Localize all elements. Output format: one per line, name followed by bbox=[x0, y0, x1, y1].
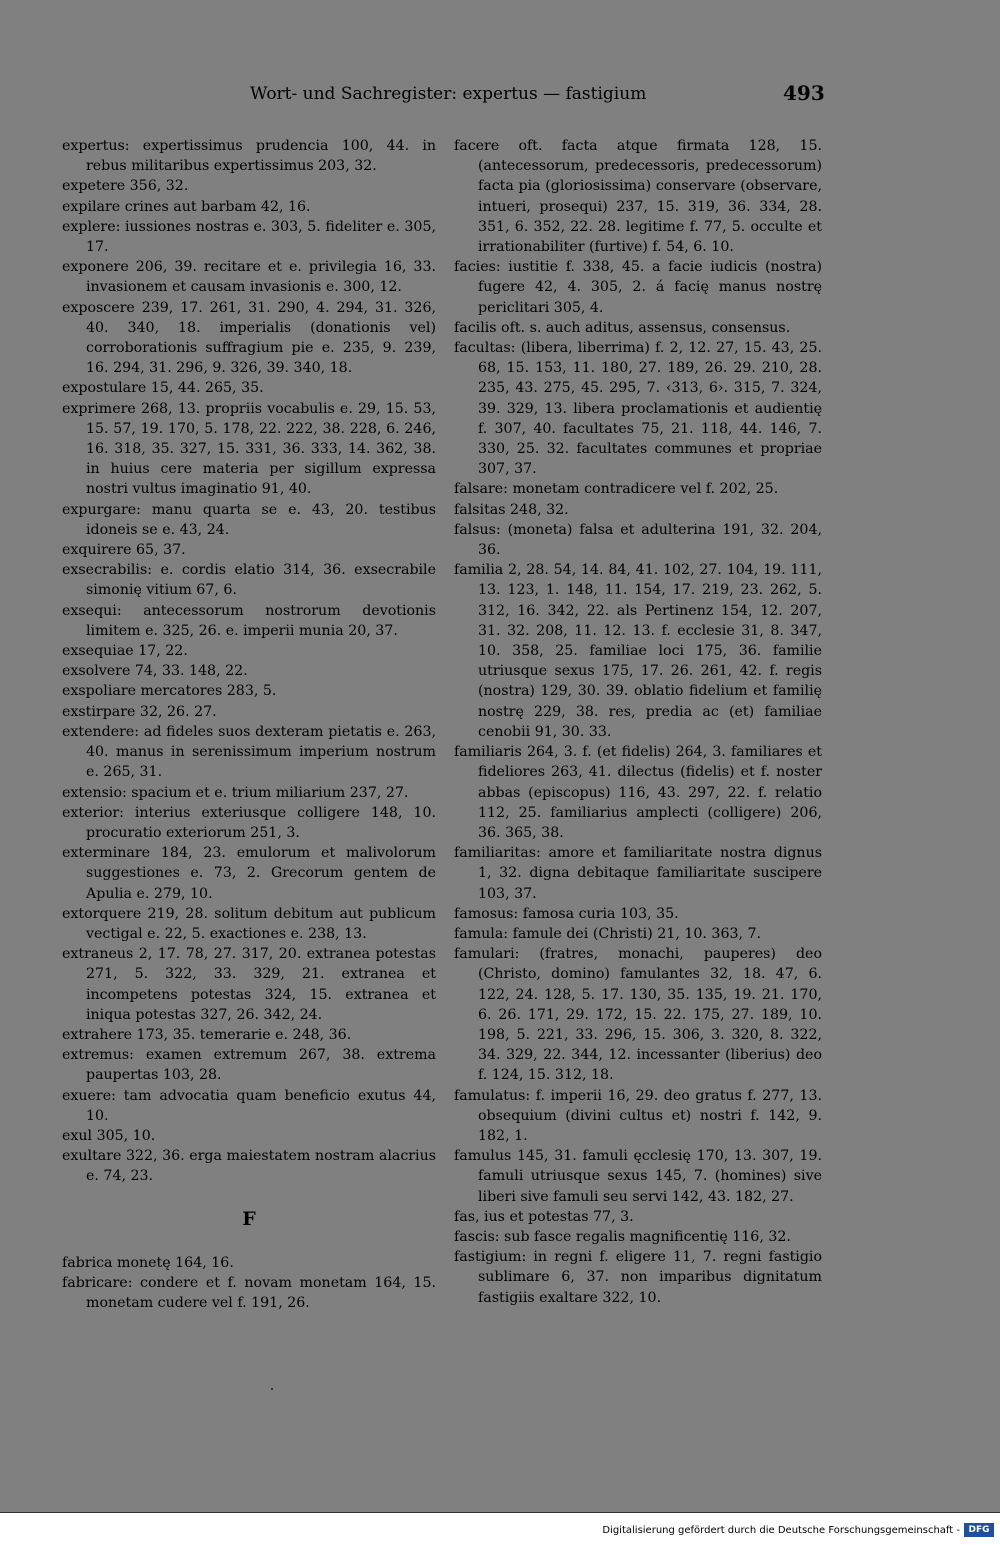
index-entry: facies: iustitie f. 338, 45. a facie iudicis (nostra) fugere 42, 4. 305, 2. á facię manus nostrę periclitari 305, 4. bbox=[454, 259, 822, 316]
scan-speck bbox=[271, 1388, 273, 1390]
index-entry: exquirere 65, 37. bbox=[62, 542, 186, 559]
index-entry: fabricare: condere et f. novam monetam 164, 15. monetam cudere vel f. 191, 26. bbox=[62, 1274, 436, 1312]
page-number: 493 bbox=[783, 81, 825, 105]
index-entry: exterminare 184, 23. emulorum et malivolorum suggestiones e. 73, 2. Grecorum gentem de Apulia e. 279, 10. bbox=[62, 845, 436, 902]
footer-bar bbox=[0, 1512, 1000, 1545]
index-entry: exul 305, 10. bbox=[62, 1127, 156, 1144]
index-entry: exuere: tam advocatia quam beneficio exutus 44, 10. bbox=[62, 1087, 436, 1124]
index-entry: famulus 145, 31. famuli ęcclesię 170, 13. 307, 19. famuli utriusque sexus 145, 7. (homines) sive liberi sive famuli seu servi 142, 43. 182, 27. bbox=[454, 1148, 822, 1205]
index-entry: exstirpare 32, 26. 27. bbox=[62, 703, 217, 720]
index-entry: exsequiae 17, 22. bbox=[62, 643, 188, 660]
index-entry: exponere 206, 39. recitare et e. privilegia 16, 33. invasionem et causam invasionis e. 300, 12. bbox=[62, 259, 436, 296]
index-entry: extendere: ad fideles suos dexteram pietatis e. 263, 40. manus in serenissimum imperium nostrum e. 265, 31. bbox=[62, 723, 436, 781]
index-entry: famosus: famosa curia 103, 35. bbox=[454, 905, 679, 922]
index-entry: facultas: (libera, liberrima) f. 2, 12. 27, 15. 43, 25. 68, 15. 153, 11. 180, 27. 189, 26. 29. 210, 28. 235, 43. 275, 45. 295, 7. ‹313, 6›. 315, 7. 324, 39. 329, 13. libera proclamationis et audientię f. 307, 40. facultates 75, 21. 118, 44. 146, 7. 330, 25. 32. facultates communes et propriae 307, 37. bbox=[454, 340, 822, 478]
index-entry: fastigium: in regni f. eligere 11, 7. regni fastigio sublimare 6, 37. non imparibus dignitatum fastigiis exaltare 322, 10. bbox=[454, 1249, 822, 1306]
index-entry: extremus: examen extremum 267, 38. extrema paupertas 103, 28. bbox=[62, 1047, 436, 1084]
index-entry: exsolvere 74, 33. 148, 22. bbox=[62, 663, 248, 680]
index-entry: exsequi: antecessorum nostrorum devotionis limitem e. 325, 26. e. imperii munia 20, 37. bbox=[62, 602, 436, 639]
index-entry: exsecrabilis: e. cordis elatio 314, 36. exsecrabile simonię vitium 67, 6. bbox=[62, 562, 436, 599]
index-entry: extorquere 219, 28. solitum debitum aut publicum vectigal e. 22, 5. exactiones e. 238, 13. bbox=[62, 905, 436, 942]
index-entry: fas, ius et potestas 77, 3. bbox=[454, 1208, 634, 1225]
index-entry: exspoliare mercatores 283, 5. bbox=[62, 683, 277, 700]
index-entry: exprimere 268, 13. propriis vocabulis e. 29, 15. 53, 15. 57, 19. 170, 5. 178, 22. 222, 38. 228, 6. 246, 16. 318, 35. 327, 15. 331, 36. 333, 14. 362, 38. in huius cere materia per sigillum expressa nostri vultus imaginatio 91, 40. bbox=[62, 400, 436, 498]
index-entry: expilare crines aut barbam 42, 16. bbox=[62, 198, 311, 215]
index-entry: expostulare 15, 44. 265, 35. bbox=[62, 380, 264, 397]
right-entries bbox=[454, 136, 822, 1308]
left-column bbox=[62, 136, 436, 1313]
index-entry: falsus: (moneta) falsa et adulterina 191, 32. 204, 36. bbox=[454, 521, 822, 559]
index-entry: familia 2, 28. 54, 14. 84, 41. 102, 27. 104, 19. 111, 13. 123, 1. 148, 11. 154, 17. 219, 23. 262, 5. 312, 16. 342, 22. als Pertinenz 154, 12. 207, 31. 32. 208, 11. 12. 13. f. ecclesie 31, 8. 347, 10. 358, 25. familiae loci 175, 36. familie utriusque sexus 175, 17. 26. 261, 42. f. regis (nostra) 129, 30. 39. oblatio fidelium et familię nostrę 229, 38. res, predia ac (et) familiae cenobii 91, 30. 33. bbox=[454, 562, 822, 740]
index-entry: exposcere 239, 17. 261, 31. 290, 4. 294, 31. 326, 40. 340, 18. imperialis (donationis vel) corroborationis suffragium pie e. 235, 9. 239, 16. 294, 31. 296, 9. 326, 39. 340, 18. bbox=[62, 299, 436, 377]
running-head: Wort- und Sachregister: expertus — fastigium bbox=[250, 84, 647, 104]
index-entry: fabrica monetę 164, 16. bbox=[62, 1254, 234, 1271]
index-entry: exultare 322, 36. erga maiestatem nostram alacrius e. 74, 23. bbox=[62, 1148, 436, 1185]
right-column bbox=[454, 136, 822, 1308]
footer-credit: Digitalisierung gefördert durch die Deutsche Forschungsgemeinschaft - bbox=[602, 1525, 960, 1536]
index-entry: explere: iussiones nostras e. 303, 5. fideliter e. 305, 17. bbox=[62, 218, 436, 256]
index-entry: facere oft. facta atque firmata 128, 15. (antecessorum, predecessoris, predecessorum) facta pia (gloriosissima) conservare (observare, intueri, prosequi) 237, 15. 319, 36. 334, 28. 351, 6. 352, 22. 28. legitime f. 77, 5. occulte et irrationabiliter (furtive) f. 54, 6. 10. bbox=[454, 138, 822, 256]
index-entry: extrahere 173, 35. temerarie e. 248, 36. bbox=[62, 1026, 352, 1043]
index-entry: famulari: (fratres, monachi, pauperes) deo (Christo, domino) famulantes 32, 18. 47, 6. 122, 24. 128, 5. 17. 130, 35. 135, 19. 21. 170, 6. 26. 171, 29. 172, 15. 22. 175, 27. 189, 10. 198, 5. 221, 33. 296, 15. 306, 3. 320, 8. 322, 34. 329, 22. 344, 12. incessanter (liberius) deo f. 124, 15. 312, 18. bbox=[454, 946, 822, 1084]
index-entry: expetere 356, 32. bbox=[62, 178, 189, 195]
index-entry: famula: famule dei (Christi) 21, 10. 363, 7. bbox=[454, 925, 762, 942]
index-entry: expertus: expertissimus prudencia 100, 44. in rebus militaribus expertissimus 203, 32. bbox=[62, 138, 436, 175]
index-entry: famulatus: f. imperii 16, 29. deo gratus f. 277, 13. obsequium (divini cultus et) nostri f. 142, 9. 182, 1. bbox=[454, 1087, 822, 1144]
index-entry: extensio: spacium et e. trium miliarium 237, 27. bbox=[62, 784, 409, 801]
left-entries-after bbox=[62, 1253, 436, 1314]
index-entry: familiaris 264, 3. f. (et fidelis) 264, 3. familiares et fideliores 263, 41. dilectus (fidelis) et f. noster abbas (episcopus) 116, 43. 297, 22. f. relatio 112, 25. familiarius amplecti (colligere) 206, 36. 365, 38. bbox=[454, 744, 822, 841]
section-letter: F bbox=[242, 1207, 256, 1230]
dfg-logo: DFG bbox=[964, 1523, 994, 1537]
index-entry: exterior: interius exteriusque colligere 148, 10. procuratio exteriorum 251, 3. bbox=[62, 804, 436, 841]
index-entry: falsitas 248, 32. bbox=[454, 501, 569, 518]
index-entry: falsare: monetam contradicere vel f. 202, 25. bbox=[454, 481, 779, 498]
index-entry: fascis: sub fasce regalis magnificentię 116, 32. bbox=[454, 1228, 791, 1245]
index-entry: expurgare: manu quarta se e. 43, 20. testibus idoneis se e. 43, 24. bbox=[62, 501, 436, 538]
index-entry: facilis oft. s. auch aditus, assensus, consensus. bbox=[454, 319, 791, 336]
index-entry: extraneus 2, 17. 78, 27. 317, 20. extranea potestas 271, 5. 322, 33. 329, 21. extranea et incompetens potestas 324, 15. extranea et iniqua potestas 327, 26. 342, 24. bbox=[62, 946, 436, 1023]
index-entry: familiaritas: amore et familiaritate nostra dignus 1, 32. digna debitaque familiaritate suscipere 103, 37. bbox=[454, 845, 822, 902]
left-entries-before bbox=[62, 136, 436, 1187]
